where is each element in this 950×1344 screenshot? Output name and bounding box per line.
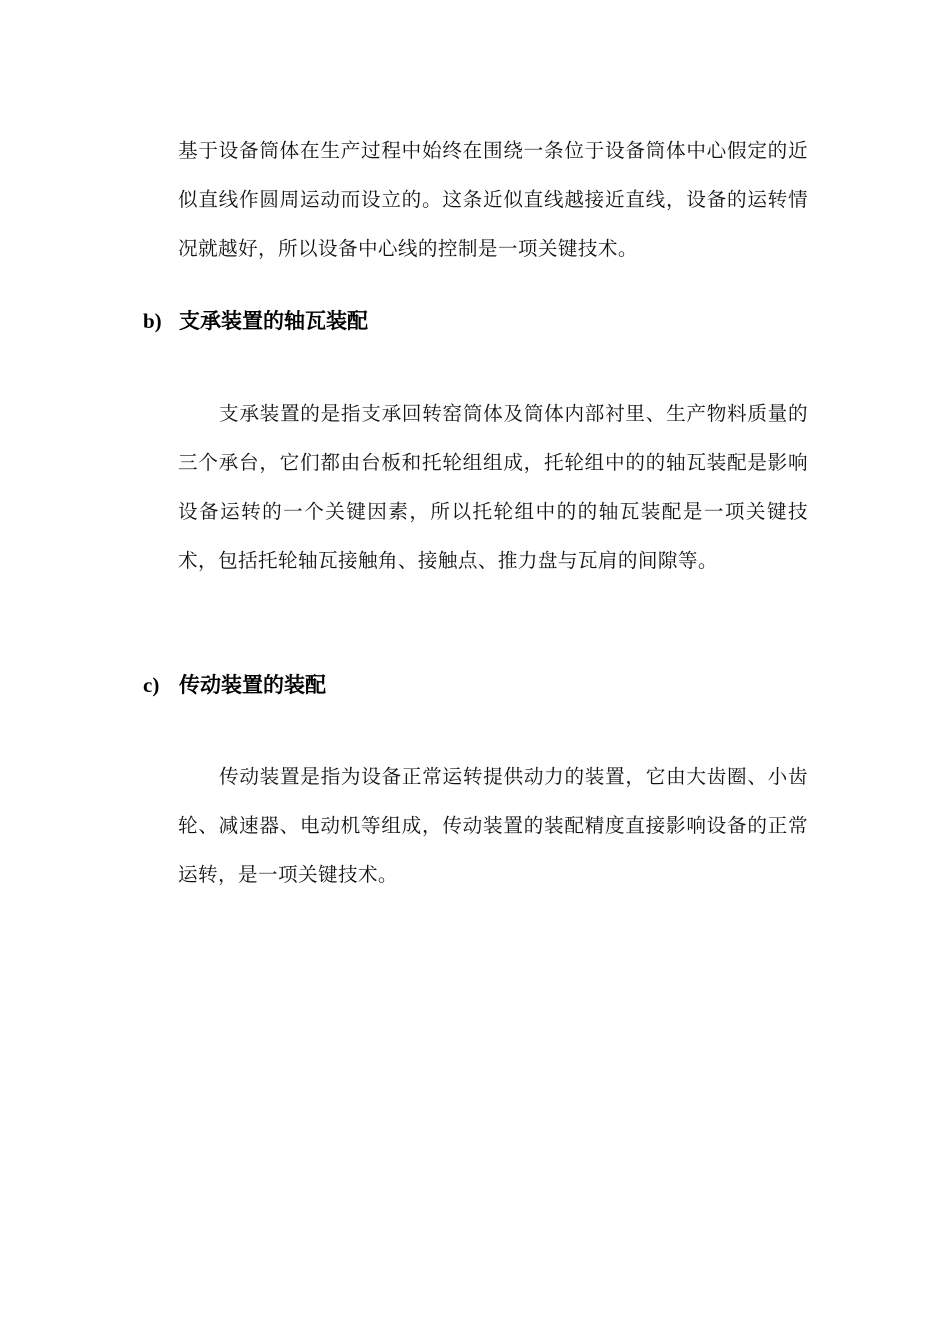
intro-paragraph: 基于设备筒体在生产过程中始终在围绕一条位于设备筒体中心假定的近似直线作圆周运动而设立的。这条近似直线越接近直线，设备的运转情况就越好，所以设备中心线的控制是一项关键技术。 <box>178 139 808 260</box>
section-b-marker: b) <box>143 309 162 333</box>
section-b-paragraph: 支承装置的是指支承回转窑筒体及筒体内部衬里、生产物料质量的三个承台，它们都由台板和托轮组组成，托轮组中的的轴瓦装配是影响设备运转的一个关键因素，所以托轮组中的的轴瓦装配是一项关键技术，包括托轮轴瓦接触角、接触点、推力盘与瓦肩的间隙等。 <box>178 402 808 572</box>
section-c-title: 传动装置的装配 <box>179 673 326 697</box>
section-b-title: 支承装置的轴瓦装配 <box>179 309 368 333</box>
section-c-paragraph: 传动装置是指为设备正常运转提供动力的装置，它由大齿圈、小齿轮、减速器、电动机等组成，传动装置的装配精度直接影响设备的正常运转，是一项关键技术。 <box>178 765 808 886</box>
section-b-heading <box>143 306 368 336</box>
section-c-marker: c) <box>143 673 160 697</box>
section-c-heading <box>143 670 326 700</box>
